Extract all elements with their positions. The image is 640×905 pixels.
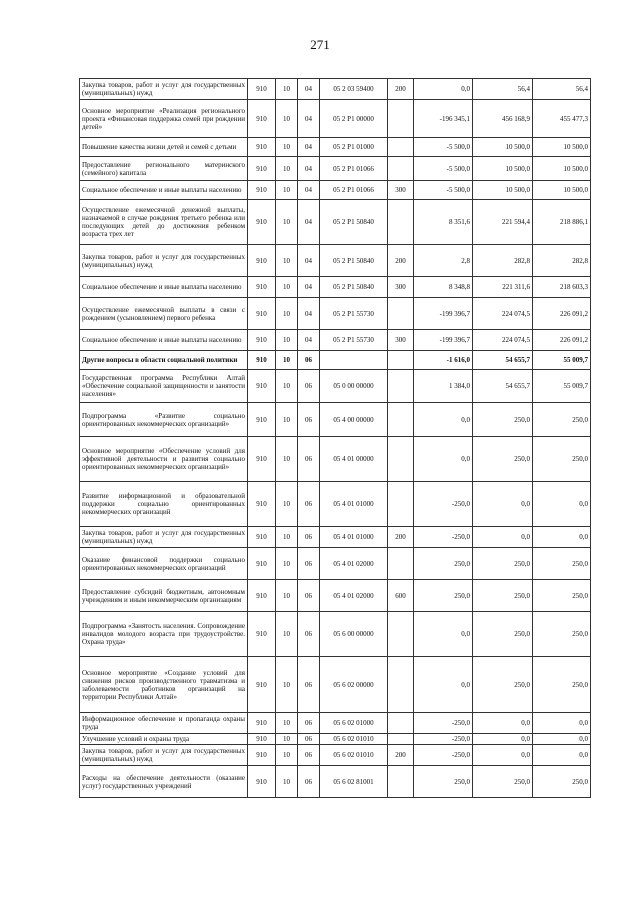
subsection-code: 06 [298, 370, 320, 403]
subsection-code: 06 [298, 713, 320, 734]
section-code: 10 [276, 713, 298, 734]
expense-type-code: 600 [388, 580, 414, 612]
amount-change: -5 500,0 [414, 138, 473, 157]
target-article-code: 05 4 01 01000 [320, 527, 388, 548]
table-row [80, 157, 591, 181]
row-name: Предоставление регионального материнского (семейного) капитала [80, 157, 248, 181]
target-article-code: 05 4 01 02000 [320, 548, 388, 580]
subsection-code: 04 [298, 298, 320, 330]
table-row [80, 734, 591, 745]
table-row [80, 370, 591, 403]
amount-year-1: 250,0 [473, 612, 533, 657]
amount-year-1: 0,0 [473, 734, 533, 745]
target-article-code: 05 6 02 81001 [320, 766, 388, 798]
amount-change: 250,0 [414, 580, 473, 612]
table-row [80, 713, 591, 734]
subsection-code: 04 [298, 330, 320, 351]
section-code: 10 [276, 181, 298, 200]
ministry-code: 910 [248, 245, 276, 277]
subsection-code: 04 [298, 157, 320, 181]
amount-change: -196 345,1 [414, 100, 473, 138]
subsection-code: 06 [298, 351, 320, 370]
amount-year-1: 221 311,6 [473, 277, 533, 298]
table-row [80, 351, 591, 370]
ministry-code: 910 [248, 79, 276, 100]
amount-change: -5 500,0 [414, 181, 473, 200]
amount-year-1: 250,0 [473, 403, 533, 437]
amount-year-1: 282,8 [473, 245, 533, 277]
amount-year-2: 0,0 [533, 713, 591, 734]
row-name: Социальное обеспечение и иные выплаты населению [80, 330, 248, 351]
amount-year-1: 456 168,9 [473, 100, 533, 138]
section-code: 10 [276, 157, 298, 181]
table-body [80, 79, 591, 798]
target-article-code: 05 4 01 02000 [320, 580, 388, 612]
page-number: 271 [310, 37, 330, 52]
table-row [80, 527, 591, 548]
amount-year-2: 250,0 [533, 580, 591, 612]
amount-year-1: 0,0 [473, 745, 533, 766]
row-name: Закупка товаров, работ и услуг для государственных (муниципальных) нужд [80, 245, 248, 277]
expense-type-code: 200 [388, 79, 414, 100]
ministry-code: 910 [248, 766, 276, 798]
target-article-code: 05 6 02 01010 [320, 745, 388, 766]
amount-change: 8 348,8 [414, 277, 473, 298]
amount-year-2: 10 500,0 [533, 157, 591, 181]
section-code: 10 [276, 370, 298, 403]
amount-year-1: 56,4 [473, 79, 533, 100]
table-row [80, 745, 591, 766]
expense-type-code [388, 713, 414, 734]
subsection-code: 04 [298, 200, 320, 245]
subsection-code: 06 [298, 580, 320, 612]
amount-year-2: 0,0 [533, 527, 591, 548]
row-name: Подпрограмма «Занятость населения. Сопровождение инвалидов молодого возраста при трудоустройстве. Охрана труда» [80, 612, 248, 657]
table-row [80, 580, 591, 612]
ministry-code: 910 [248, 612, 276, 657]
section-code: 10 [276, 657, 298, 713]
amount-year-1: 0,0 [473, 482, 533, 527]
ministry-code: 910 [248, 277, 276, 298]
table-row [80, 437, 591, 482]
expense-type-code: 200 [388, 245, 414, 277]
amount-change: 0,0 [414, 612, 473, 657]
expense-type-code [388, 370, 414, 403]
table-row [80, 245, 591, 277]
ministry-code: 910 [248, 157, 276, 181]
amount-change: -199 396,7 [414, 298, 473, 330]
subsection-code: 04 [298, 79, 320, 100]
amount-change: -199 396,7 [414, 330, 473, 351]
subsection-code: 06 [298, 612, 320, 657]
subsection-code: 06 [298, 745, 320, 766]
table-row [80, 298, 591, 330]
target-article-code: 05 2 P1 00000 [320, 100, 388, 138]
table-row [80, 612, 591, 657]
amount-change: 250,0 [414, 766, 473, 798]
expense-type-code [388, 403, 414, 437]
target-article-code: 05 2 P1 50840 [320, 277, 388, 298]
amount-year-2: 282,8 [533, 245, 591, 277]
ministry-code: 910 [248, 403, 276, 437]
target-article-code: 05 2 P1 55730 [320, 330, 388, 351]
expense-type-code [388, 734, 414, 745]
expense-type-code [388, 100, 414, 138]
amount-year-2: 56,4 [533, 79, 591, 100]
section-code: 10 [276, 79, 298, 100]
subsection-code: 06 [298, 766, 320, 798]
expense-type-code: 300 [388, 330, 414, 351]
ministry-code: 910 [248, 745, 276, 766]
amount-year-2: 250,0 [533, 437, 591, 482]
budget-table [79, 78, 591, 798]
amount-change: -1 616,0 [414, 351, 473, 370]
table-row [80, 200, 591, 245]
expense-type-code [388, 138, 414, 157]
amount-year-2: 226 091,2 [533, 330, 591, 351]
amount-change: 250,0 [414, 548, 473, 580]
row-name: Расходы на обеспечение деятельности (оказание услуг) государственных учреждений [80, 766, 248, 798]
amount-year-2: 250,0 [533, 403, 591, 437]
expense-type-code: 300 [388, 181, 414, 200]
section-code: 10 [276, 298, 298, 330]
table-row [80, 330, 591, 351]
subsection-code: 06 [298, 437, 320, 482]
subsection-code: 04 [298, 100, 320, 138]
row-name: Государственная программа Республики Алтай «Обеспечение социальной защищенности и занятости населения» [80, 370, 248, 403]
amount-year-1: 54 655,7 [473, 351, 533, 370]
ministry-code: 910 [248, 100, 276, 138]
ministry-code: 910 [248, 181, 276, 200]
amount-year-2: 0,0 [533, 482, 591, 527]
amount-change: -250,0 [414, 713, 473, 734]
section-code: 10 [276, 745, 298, 766]
table-row [80, 100, 591, 138]
table-row [80, 138, 591, 157]
subsection-code: 06 [298, 482, 320, 527]
amount-change: -250,0 [414, 745, 473, 766]
row-name: Закупка товаров, работ и услуг для государственных (муниципальных) нужд [80, 527, 248, 548]
expense-type-code [388, 482, 414, 527]
row-name: Закупка товаров, работ и услуг для государственных (муниципальных) нужд [80, 79, 248, 100]
ministry-code: 910 [248, 713, 276, 734]
section-code: 10 [276, 612, 298, 657]
table-row [80, 766, 591, 798]
amount-change: 2,8 [414, 245, 473, 277]
row-name: Осуществление ежемесячной денежной выплаты, назначаемой в случае рождения третьего ребенка или последующих детей до достижения ребенком возраста трех лет [80, 200, 248, 245]
amount-change: -250,0 [414, 734, 473, 745]
expense-type-code [388, 657, 414, 713]
amount-change: 8 351,6 [414, 200, 473, 245]
section-code: 10 [276, 330, 298, 351]
target-article-code [320, 351, 388, 370]
ministry-code: 910 [248, 482, 276, 527]
subsection-code: 04 [298, 138, 320, 157]
amount-year-1: 224 074,5 [473, 330, 533, 351]
amount-year-1: 10 500,0 [473, 157, 533, 181]
row-name: Другие вопросы в области социальной политики [80, 351, 248, 370]
target-article-code: 05 2 P1 50840 [320, 245, 388, 277]
amount-year-1: 10 500,0 [473, 181, 533, 200]
amount-year-2: 250,0 [533, 612, 591, 657]
amount-year-1: 0,0 [473, 713, 533, 734]
target-article-code: 05 2 P1 01000 [320, 138, 388, 157]
row-name: Предоставление субсидий бюджетным, автономным учреждениям и иным некоммерческим организациям [80, 580, 248, 612]
amount-year-2: 0,0 [533, 745, 591, 766]
amount-year-2: 218 603,3 [533, 277, 591, 298]
expense-type-code [388, 298, 414, 330]
ministry-code: 910 [248, 370, 276, 403]
expense-type-code: 300 [388, 277, 414, 298]
subsection-code: 04 [298, 277, 320, 298]
row-name: Оказание финансовой поддержки социально ориентированных некоммерческих организаций [80, 548, 248, 580]
amount-year-2: 55 009,7 [533, 370, 591, 403]
expense-type-code: 200 [388, 745, 414, 766]
row-name: Основное мероприятие «Реализация регионального проекта «Финансовая поддержка семей при рождении детей» [80, 100, 248, 138]
amount-change: 0,0 [414, 403, 473, 437]
amount-year-2: 250,0 [533, 766, 591, 798]
row-name: Социальное обеспечение и иные выплаты населению [80, 277, 248, 298]
section-code: 10 [276, 245, 298, 277]
amount-year-2: 250,0 [533, 548, 591, 580]
table-row [80, 482, 591, 527]
row-name: Основное мероприятие «Создание условий для снижения рисков производственного травматизма и заболеваемости работников организаций на территории Республики Алтай» [80, 657, 248, 713]
section-code: 10 [276, 138, 298, 157]
amount-year-1: 10 500,0 [473, 138, 533, 157]
row-name: Осуществление ежемесячной выплаты в связи с рождением (усыновлением) первого ребенка [80, 298, 248, 330]
expense-type-code [388, 157, 414, 181]
expense-type-code [388, 766, 414, 798]
ministry-code: 910 [248, 330, 276, 351]
section-code: 10 [276, 734, 298, 745]
amount-year-2: 250,0 [533, 657, 591, 713]
target-article-code: 05 6 02 01010 [320, 734, 388, 745]
target-article-code: 05 6 02 00000 [320, 657, 388, 713]
amount-year-1: 221 594,4 [473, 200, 533, 245]
target-article-code: 05 2 03 59400 [320, 79, 388, 100]
table-row [80, 181, 591, 200]
expense-type-code [388, 437, 414, 482]
section-code: 10 [276, 351, 298, 370]
amount-change: 0,0 [414, 437, 473, 482]
amount-year-1: 54 655,7 [473, 370, 533, 403]
row-name: Улучшение условий и охраны труда [80, 734, 248, 745]
row-name: Развитие информационной и образовательной поддержки социально ориентированных некоммерческих организаций [80, 482, 248, 527]
amount-year-1: 250,0 [473, 657, 533, 713]
ministry-code: 910 [248, 351, 276, 370]
ministry-code: 910 [248, 657, 276, 713]
row-name: Основное мероприятие «Обеспечение условий для эффективной деятельности и развития социально ориентированных некоммерческих организаций» [80, 437, 248, 482]
table-row [80, 403, 591, 437]
subsection-code: 06 [298, 403, 320, 437]
target-article-code: 05 2 P1 01066 [320, 181, 388, 200]
amount-change: -250,0 [414, 527, 473, 548]
expense-type-code [388, 612, 414, 657]
ministry-code: 910 [248, 548, 276, 580]
subsection-code: 06 [298, 548, 320, 580]
amount-year-1: 250,0 [473, 437, 533, 482]
target-article-code: 05 4 01 00000 [320, 437, 388, 482]
subsection-code: 04 [298, 181, 320, 200]
section-code: 10 [276, 482, 298, 527]
amount-year-2: 55 009,7 [533, 351, 591, 370]
section-code: 10 [276, 403, 298, 437]
table-row [80, 277, 591, 298]
amount-year-1: 250,0 [473, 580, 533, 612]
section-code: 10 [276, 437, 298, 482]
target-article-code: 05 4 00 00000 [320, 403, 388, 437]
amount-year-2: 10 500,0 [533, 181, 591, 200]
amount-year-2: 455 477,3 [533, 100, 591, 138]
amount-change: -5 500,0 [414, 157, 473, 181]
ministry-code: 910 [248, 580, 276, 612]
subsection-code: 06 [298, 527, 320, 548]
subsection-code: 06 [298, 657, 320, 713]
amount-year-2: 226 091,2 [533, 298, 591, 330]
row-name: Социальное обеспечение и иные выплаты населению [80, 181, 248, 200]
amount-change: 0,0 [414, 657, 473, 713]
section-code: 10 [276, 100, 298, 138]
target-article-code: 05 2 P1 50840 [320, 200, 388, 245]
section-code: 10 [276, 766, 298, 798]
section-code: 10 [276, 200, 298, 245]
amount-year-1: 224 074,5 [473, 298, 533, 330]
expense-type-code [388, 200, 414, 245]
ministry-code: 910 [248, 734, 276, 745]
section-code: 10 [276, 277, 298, 298]
target-article-code: 05 2 P1 01066 [320, 157, 388, 181]
amount-year-1: 250,0 [473, 548, 533, 580]
table-row [80, 657, 591, 713]
ministry-code: 910 [248, 298, 276, 330]
subsection-code: 04 [298, 245, 320, 277]
row-name: Закупка товаров, работ и услуг для государственных (муниципальных) нужд [80, 745, 248, 766]
section-code: 10 [276, 548, 298, 580]
amount-change: -250,0 [414, 482, 473, 527]
table-row [80, 79, 591, 100]
amount-year-2: 10 500,0 [533, 138, 591, 157]
amount-change: 1 384,0 [414, 370, 473, 403]
target-article-code: 05 6 02 01000 [320, 713, 388, 734]
row-name: Повышение качества жизни детей и семей с детьми [80, 138, 248, 157]
target-article-code: 05 0 00 00000 [320, 370, 388, 403]
ministry-code: 910 [248, 138, 276, 157]
amount-change: 0,0 [414, 79, 473, 100]
amount-year-2: 218 886,1 [533, 200, 591, 245]
target-article-code: 05 6 00 00000 [320, 612, 388, 657]
subsection-code: 06 [298, 734, 320, 745]
row-name: Информационное обеспечение и пропаганда охраны труда [80, 713, 248, 734]
ministry-code: 910 [248, 200, 276, 245]
amount-year-1: 250,0 [473, 766, 533, 798]
table-row [80, 548, 591, 580]
row-name: Подпрограмма «Развитие социально ориентированных некоммерческих организаций» [80, 403, 248, 437]
section-code: 10 [276, 527, 298, 548]
expense-type-code: 200 [388, 527, 414, 548]
ministry-code: 910 [248, 527, 276, 548]
ministry-code: 910 [248, 437, 276, 482]
target-article-code: 05 4 01 01000 [320, 482, 388, 527]
expense-type-code [388, 351, 414, 370]
section-code: 10 [276, 580, 298, 612]
expense-type-code [388, 548, 414, 580]
target-article-code: 05 2 P1 55730 [320, 298, 388, 330]
amount-year-1: 0,0 [473, 527, 533, 548]
amount-year-2: 0,0 [533, 734, 591, 745]
